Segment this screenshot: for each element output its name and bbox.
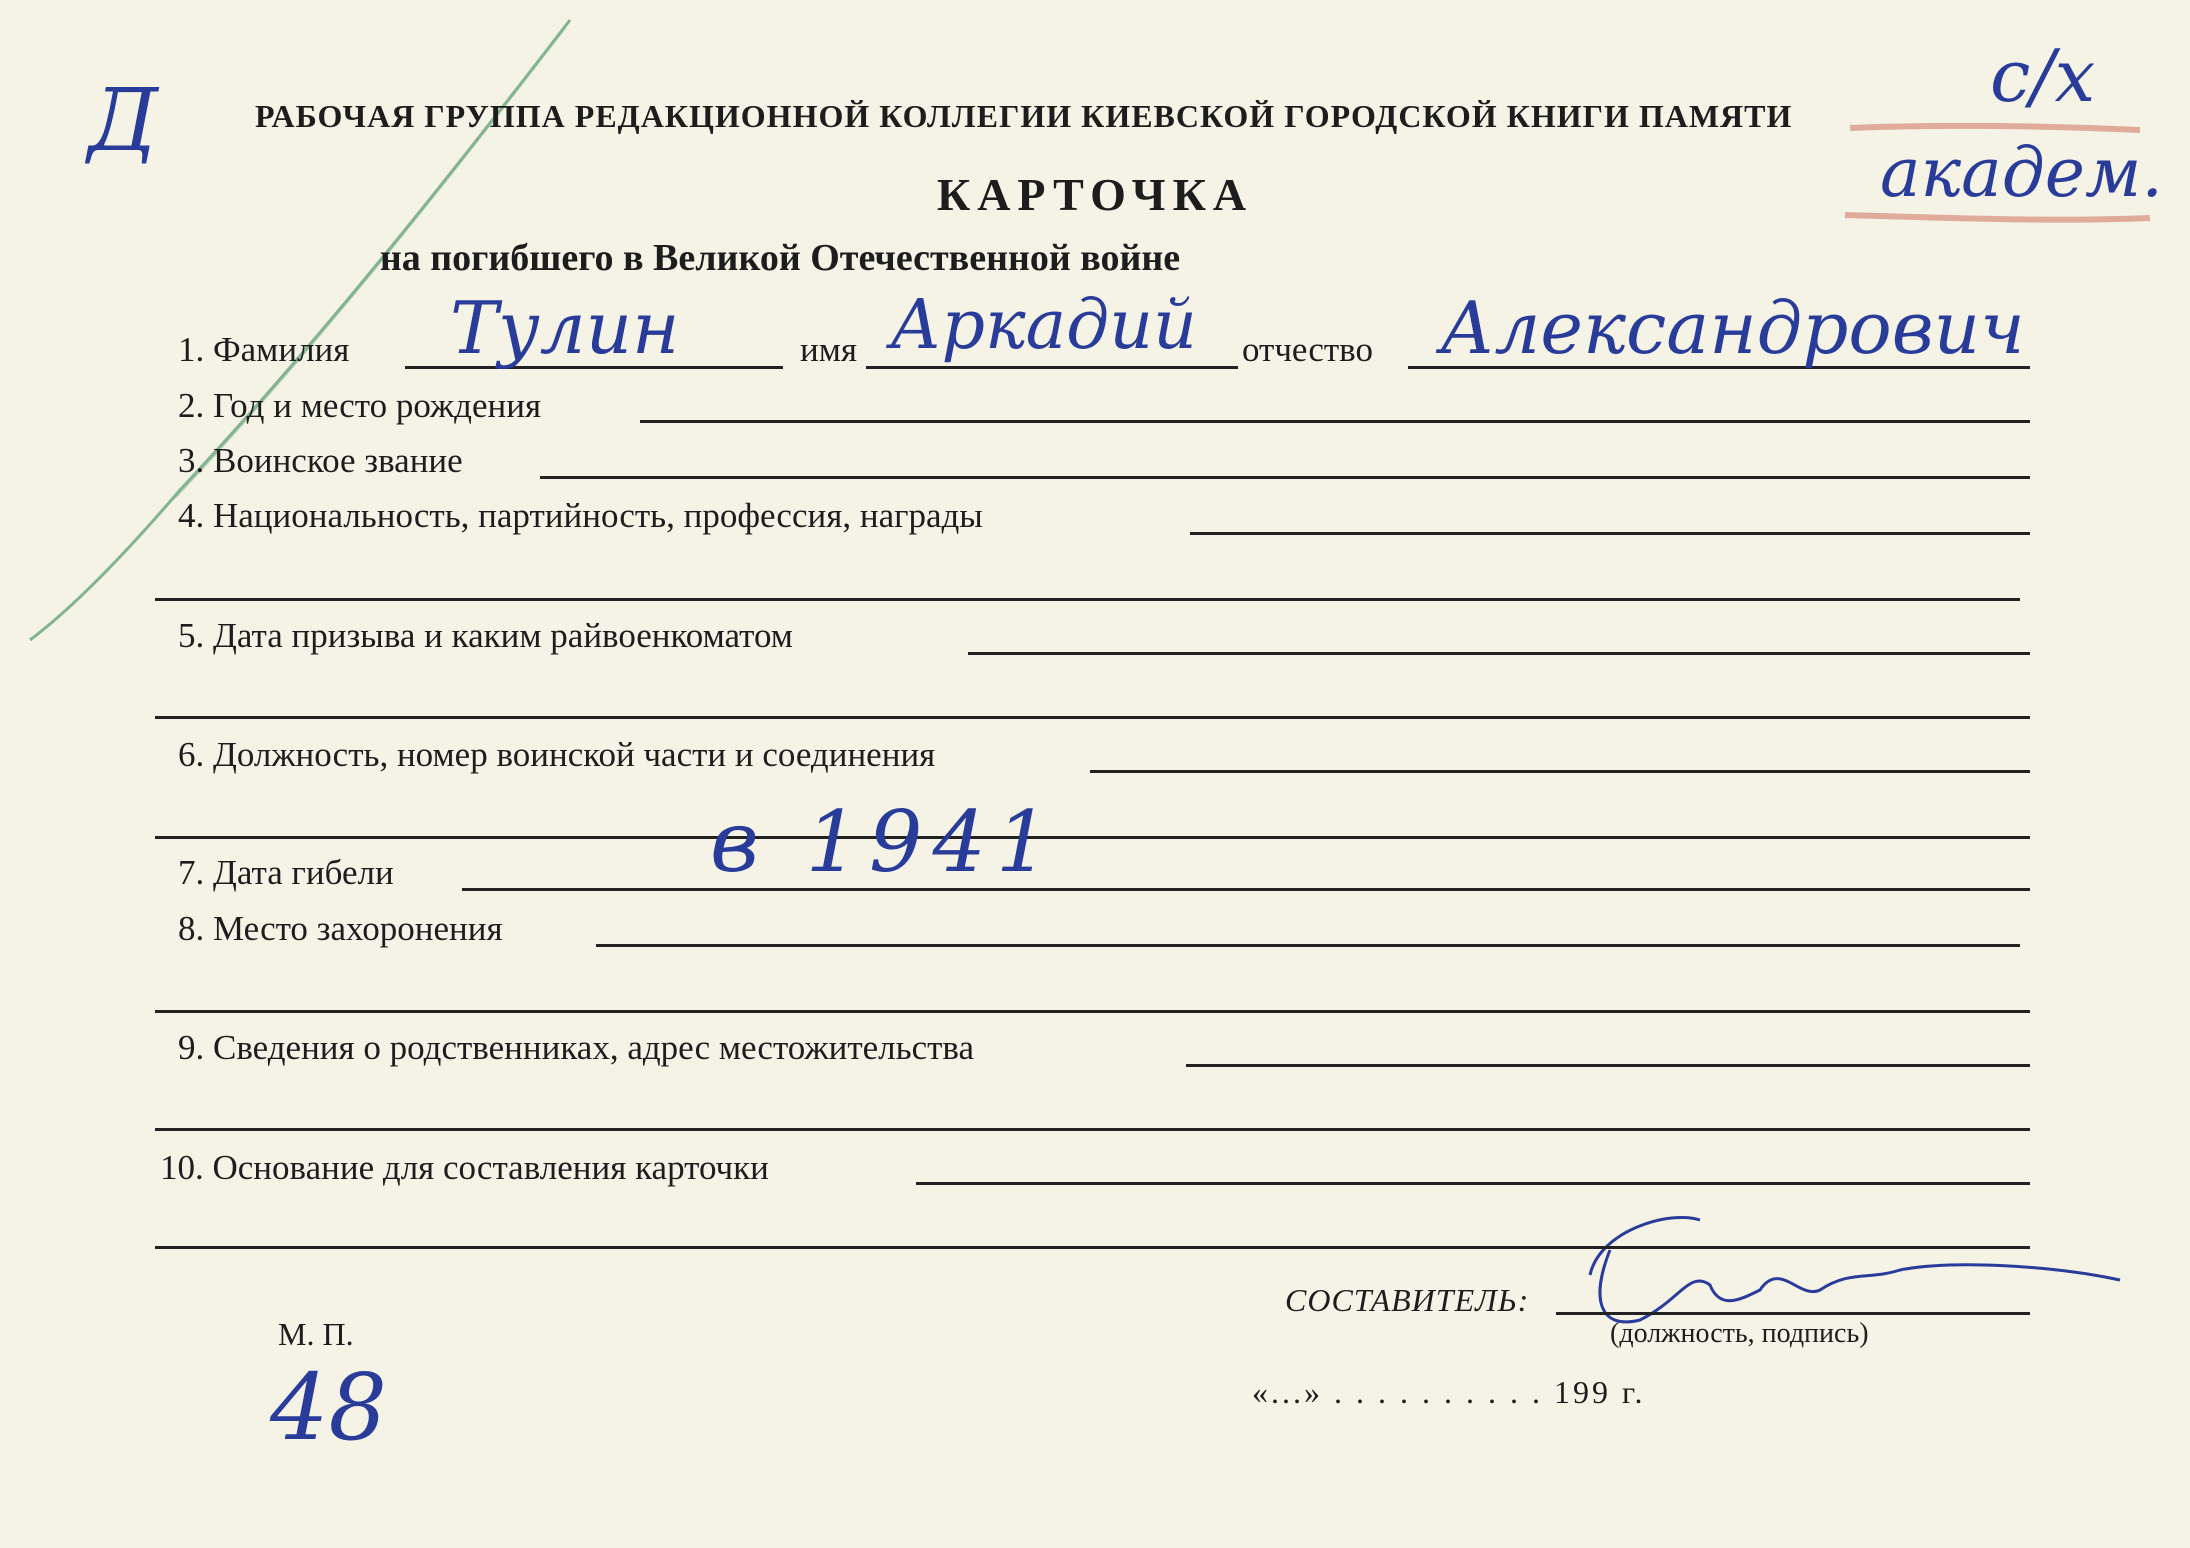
- organization-header: РАБОЧАЯ ГРУППА РЕДАКЦИОННОЙ КОЛЛЕГИИ КИЕВСКОЙ ГОРОДСКОЙ КНИГИ ПАМЯТИ: [255, 98, 1793, 134]
- unit-line: [1090, 770, 2030, 773]
- compiler-label: СОСТАВИТЕЛЬ:: [1285, 1282, 1530, 1318]
- death-date-label: 7. Дата гибели: [178, 853, 394, 892]
- surname-value: Тулин: [450, 286, 680, 370]
- birth-line: [640, 420, 2030, 423]
- relatives-line-2: [155, 1128, 2030, 1131]
- signature-scribble: [1590, 1217, 2120, 1321]
- signature-caption: (должность, подпись): [1610, 1318, 1869, 1349]
- card-title: КАРТОЧКА: [936, 169, 1254, 220]
- relatives-label: 9. Сведения о родственниках, адрес местожительства: [178, 1028, 975, 1067]
- top-left-mark: Д: [88, 71, 158, 171]
- top-right-note-1: с/х: [1990, 34, 2096, 118]
- conscription-line-2: [155, 716, 2030, 719]
- death-date-value: в 1941: [710, 793, 1060, 891]
- unit-label: 6. Должность, номер воинской части и соединения: [178, 735, 936, 774]
- burial-label: 8. Место захоронения: [178, 909, 503, 948]
- burial-line-2: [155, 1010, 2030, 1013]
- basis-line: [916, 1182, 2030, 1185]
- name-value: Аркадий: [890, 286, 1197, 365]
- date-placeholder: «...» . . . . . . . . . . 199 г.: [1252, 1374, 1646, 1410]
- card-number: 48: [270, 1354, 388, 1461]
- basis-line-2: [155, 1246, 2030, 1249]
- patronymic-label: отчество: [1242, 330, 1373, 369]
- red-pencil-strike-1: [1850, 126, 2140, 130]
- patronymic-value: Александрович: [1440, 286, 2025, 370]
- name-label: имя: [800, 330, 857, 369]
- unit-line-2: [155, 836, 2030, 839]
- surname-label: 1. Фамилия: [178, 330, 350, 369]
- basis-label: 10. Основание для составления карточки: [160, 1148, 769, 1187]
- nationality-label: 4. Национальность, партийность, профессия, награды: [178, 496, 983, 535]
- signature-line: [1556, 1312, 2030, 1315]
- death-date-line: [462, 888, 2030, 891]
- name-line: [866, 366, 1238, 369]
- birth-label: 2. Год и место рождения: [178, 386, 542, 425]
- card-subtitle: на погибшего в Великой Отечественной войне: [379, 237, 1181, 279]
- nationality-line: [1190, 532, 2030, 535]
- nationality-line-2: [155, 598, 2020, 601]
- conscription-label: 5. Дата призыва и каким райвоенкоматом: [178, 616, 793, 655]
- burial-line: [596, 944, 2020, 947]
- rank-line: [540, 476, 2030, 479]
- rank-label: 3. Воинское звание: [178, 441, 463, 480]
- stamp-place-label: М. П.: [278, 1316, 354, 1352]
- top-right-note-2: академ.: [1880, 134, 2164, 213]
- relatives-line: [1186, 1064, 2030, 1067]
- conscription-line: [968, 652, 2030, 655]
